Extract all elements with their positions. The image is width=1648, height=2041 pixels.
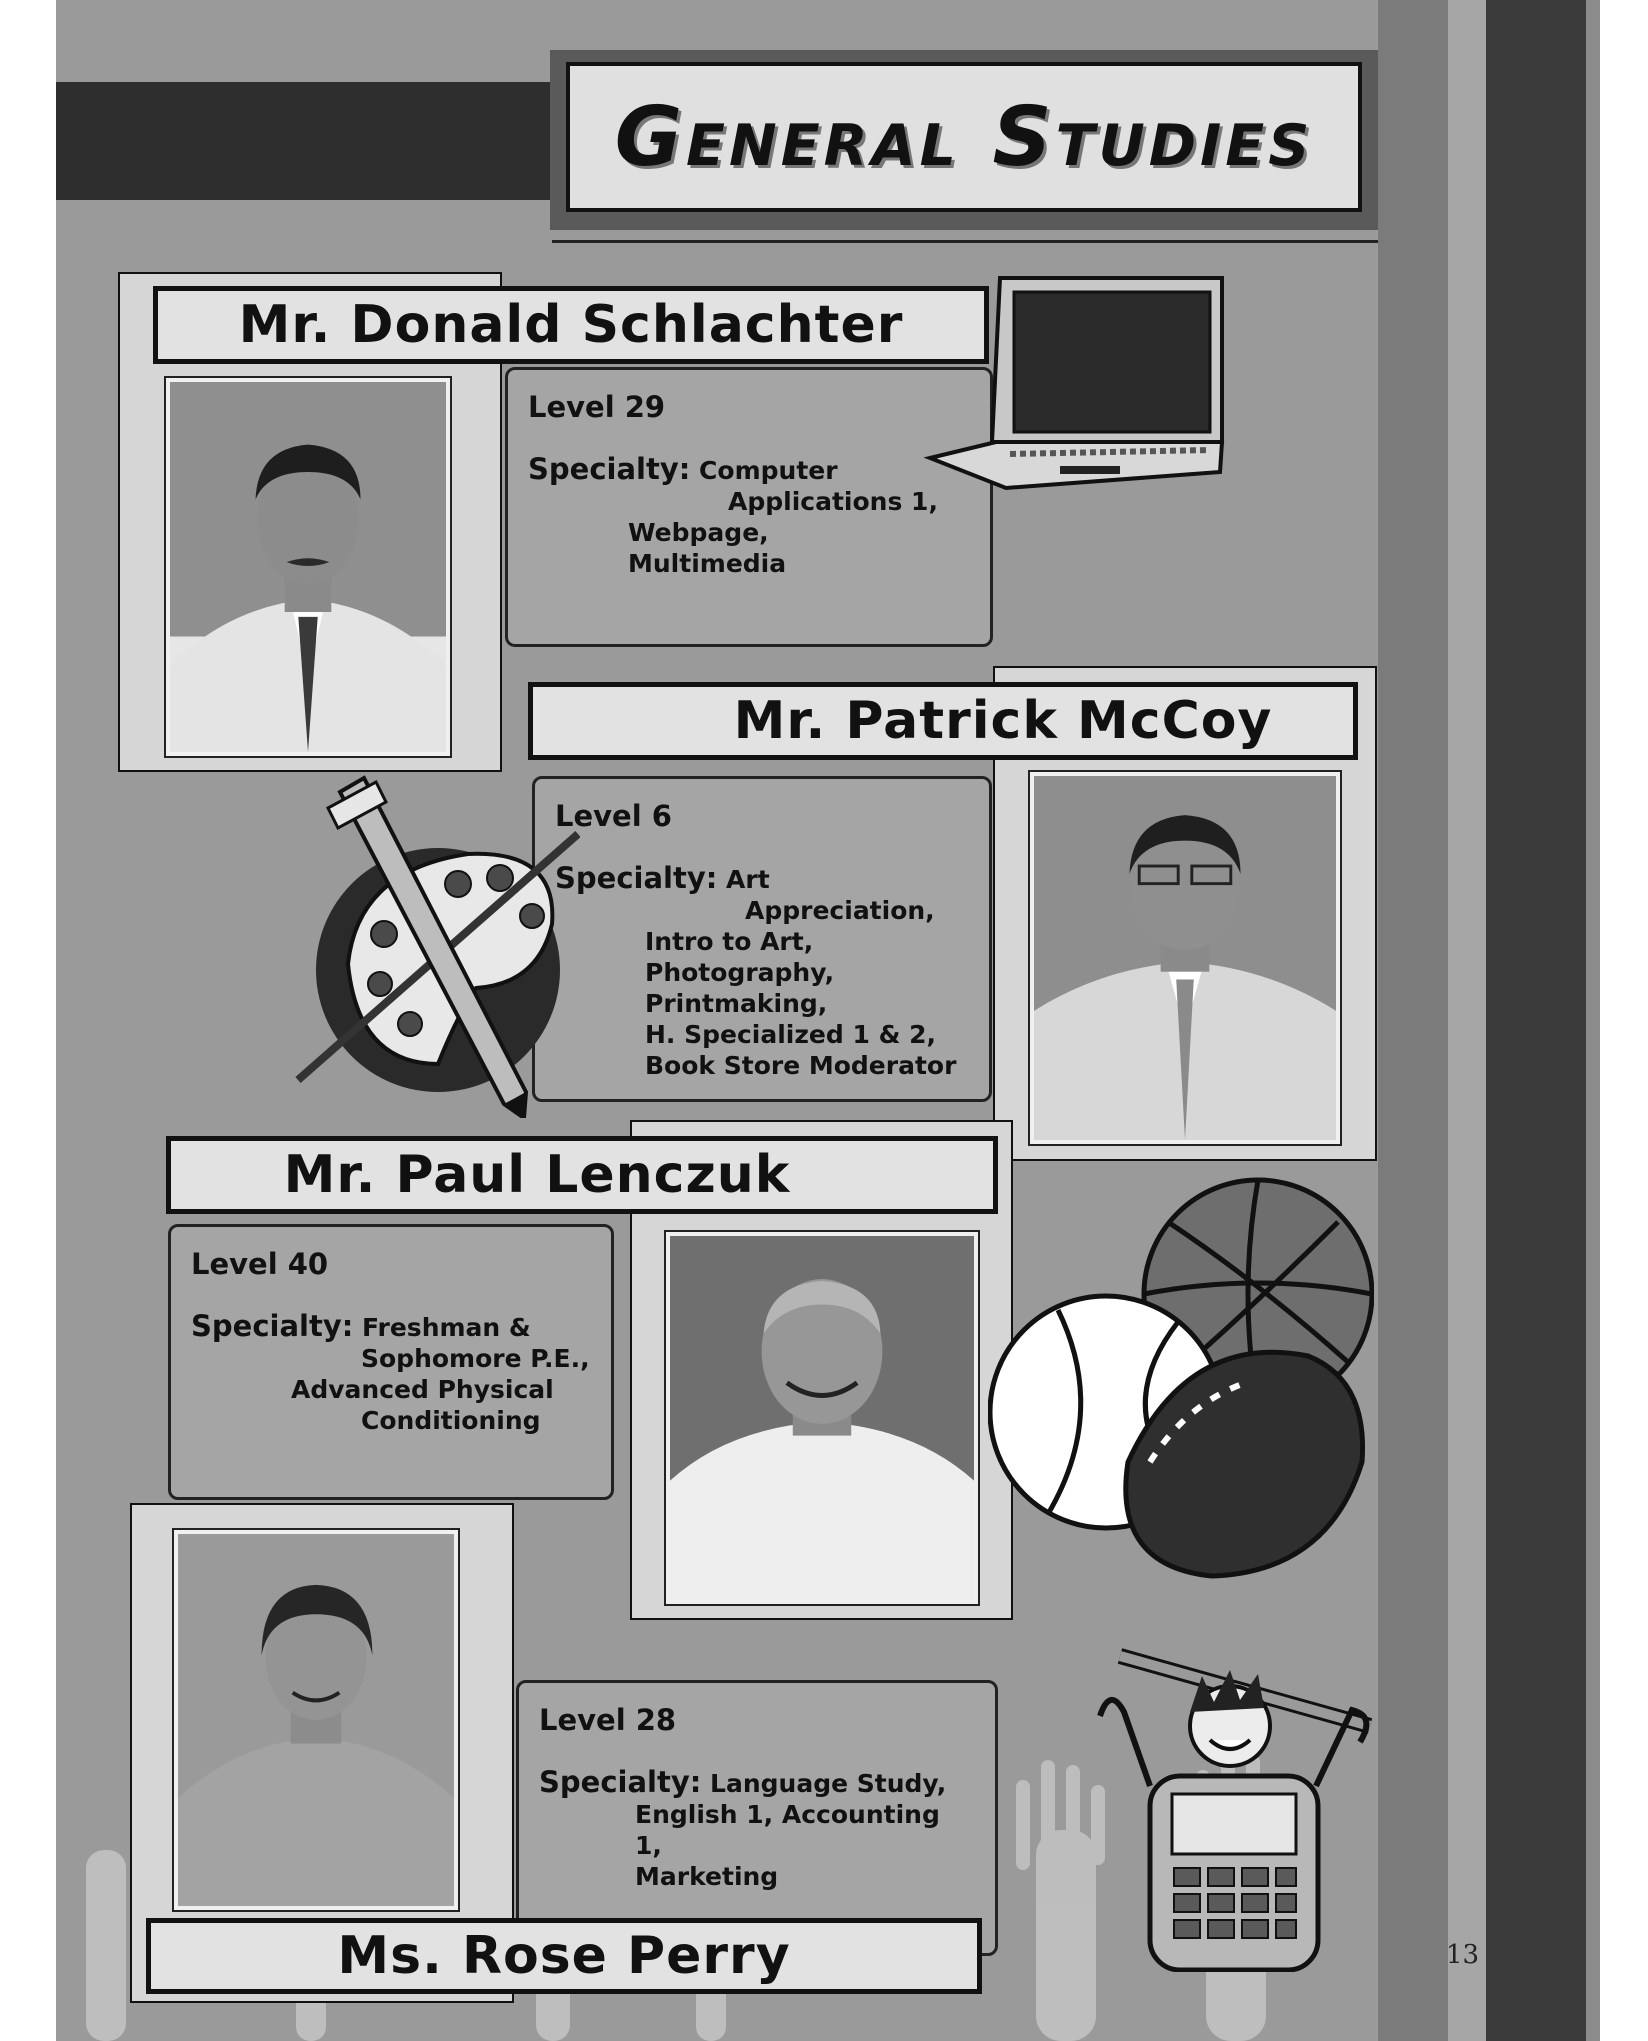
- divider: [552, 240, 1378, 243]
- teacher-info-box: [168, 1224, 614, 1500]
- specialty-line: Conditioning: [361, 1406, 541, 1435]
- specialty-line: Computer: [699, 456, 838, 485]
- teacher-level: Level 28: [539, 1703, 677, 1737]
- teacher-name: Mr. Paul Lenczuk: [283, 1145, 791, 1205]
- side-stripe: [1586, 0, 1600, 2041]
- teacher-photo: [166, 378, 450, 756]
- specialty-line: Sophomore P.E.,: [361, 1344, 590, 1373]
- specialty-label: Specialty:: [528, 452, 691, 486]
- teacher-level: Level 40: [191, 1247, 329, 1281]
- sports-balls-icon: [988, 1162, 1374, 1582]
- student-calculator-icon: [1090, 1646, 1380, 1972]
- teacher-name: Ms. Rose Perry: [337, 1926, 791, 1986]
- specialty-line: Appreciation,: [745, 896, 935, 925]
- page-number: 13: [1446, 1940, 1480, 1970]
- specialty-line: Photography,: [645, 958, 835, 987]
- teacher-specialty: [528, 454, 970, 579]
- side-stripe: [1448, 0, 1486, 2041]
- teacher-name: Mr. Patrick McCoy: [733, 691, 1273, 751]
- specialty-line: Multimedia: [628, 549, 787, 578]
- teacher-info-box: [532, 776, 992, 1102]
- specialty-label: Specialty:: [555, 861, 718, 895]
- specialty-line: Language Study,: [710, 1769, 947, 1798]
- teacher-name-bar: [166, 1136, 998, 1214]
- teacher-specialty: [191, 1311, 591, 1436]
- specialty-label: Specialty:: [191, 1309, 354, 1343]
- specialty-line: Art: [726, 865, 770, 894]
- teacher-photo: [666, 1232, 978, 1604]
- teacher-name-bar: [153, 286, 989, 364]
- teacher-photo: [1030, 772, 1340, 1144]
- specialty-line: Advanced Physical: [291, 1375, 554, 1404]
- specialty-line: Freshman &: [362, 1313, 531, 1342]
- specialty-line: H. Specialized 1 & 2,: [645, 1020, 936, 1049]
- specialty-label: Specialty:: [539, 1765, 702, 1799]
- specialty-line: Webpage,: [628, 518, 769, 547]
- teacher-specialty: [555, 863, 969, 1081]
- laptop-icon: [920, 272, 1230, 494]
- title-box: [566, 62, 1362, 212]
- specialty-line: Applications 1,: [728, 487, 938, 516]
- specialty-line: Intro to Art,: [645, 927, 814, 956]
- art-palette-pencil-icon: [288, 774, 580, 1118]
- specialty-line: Printmaking,: [645, 989, 828, 1018]
- page-title: General Studies: [614, 89, 1314, 185]
- teacher-name-bar: [528, 682, 1358, 760]
- specialty-line: English 1, Accounting 1,: [635, 1800, 940, 1860]
- side-stripe: [1486, 0, 1586, 2041]
- specialty-line: Book Store Moderator: [645, 1051, 957, 1080]
- teacher-info-box: [516, 1680, 998, 1956]
- teacher-name-bar: [146, 1918, 982, 1994]
- teacher-level: Level 29: [528, 390, 666, 424]
- teacher-name: Mr. Donald Schlachter: [238, 295, 904, 355]
- title-band: [56, 82, 576, 200]
- side-stripe: [1378, 0, 1448, 2041]
- teacher-photo: [174, 1530, 458, 1910]
- teacher-specialty: [539, 1767, 975, 1892]
- specialty-line: Marketing: [635, 1862, 779, 1891]
- teacher-level: Level 6: [555, 799, 672, 833]
